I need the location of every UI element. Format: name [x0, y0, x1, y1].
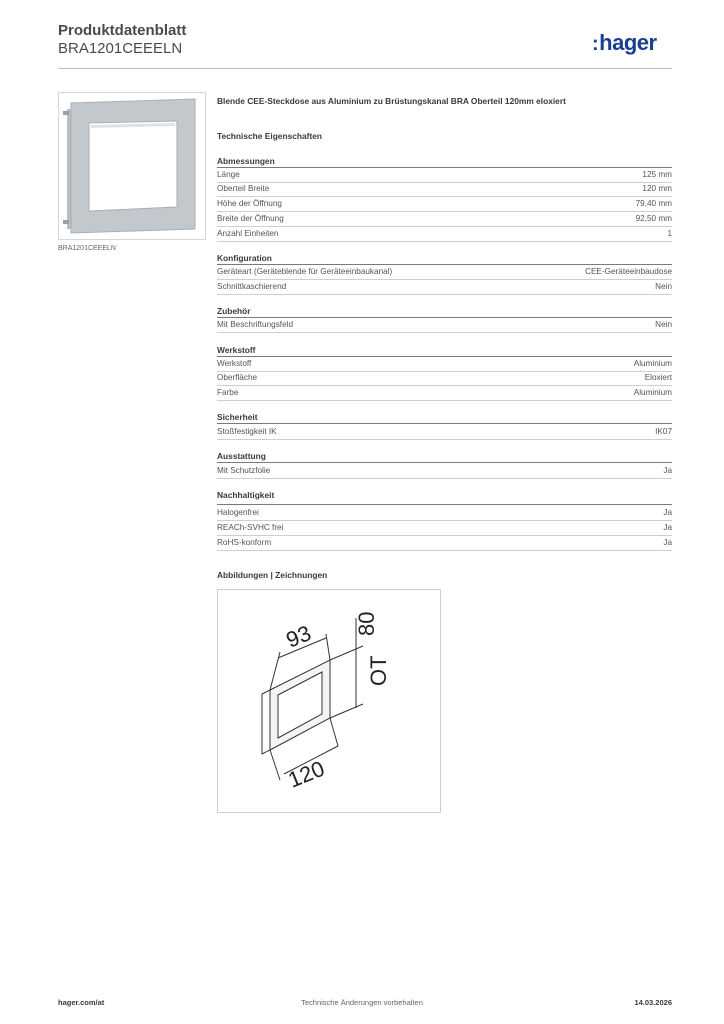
- table-row: [217, 387, 672, 401]
- product-code: BRA1201CEEELN: [58, 40, 183, 57]
- row-label: Mit Beschriftungsfeld: [217, 320, 293, 329]
- table-row: [217, 522, 672, 536]
- row-value: Nein: [655, 320, 672, 329]
- row-value: Ja: [663, 508, 672, 517]
- logo-dots: :: [592, 33, 599, 55]
- table-row: [217, 228, 672, 242]
- section-title-zubehoer: Zubehör: [217, 306, 251, 316]
- row-label: Geräteart (Geräteblende für Geräteeinbaukanal): [217, 267, 393, 276]
- table-row: [217, 358, 672, 372]
- section-title-abmessungen: Abmessungen: [217, 156, 275, 166]
- row-value: 125 mm: [642, 170, 672, 179]
- table-row: [217, 198, 672, 212]
- row-label: Mit Schutzfolie: [217, 466, 271, 475]
- product-description: Blende CEE-Steckdose aus Aluminium zu Brüstungskanal BRA Oberteil 120mm eloxiert: [217, 96, 566, 106]
- row-value: Ja: [663, 538, 672, 547]
- row-value: Ja: [663, 466, 672, 475]
- table-row: [217, 266, 672, 280]
- row-value: Ja: [663, 523, 672, 532]
- footer-date: 14.03.2026: [634, 998, 672, 1007]
- section-divider: [217, 264, 672, 265]
- section-divider: [217, 167, 672, 168]
- row-label: Breite der Öffnung: [217, 214, 284, 223]
- logo-text: hager: [599, 30, 657, 55]
- section-title-nachhaltigkeit: Nachhaltigkeit: [217, 490, 275, 500]
- row-label: Werkstoff: [217, 359, 252, 368]
- section-divider: [217, 423, 672, 424]
- table-row: [217, 319, 672, 333]
- section-title-werkstoff: Werkstoff: [217, 345, 256, 355]
- page-title: Produktdatenblatt: [58, 22, 187, 39]
- table-row: [217, 372, 672, 386]
- row-label: RoHS-konform: [217, 538, 272, 547]
- row-value: 1: [667, 229, 672, 238]
- row-value: Nein: [655, 282, 672, 291]
- table-row: [217, 183, 672, 197]
- row-value: Aluminium: [633, 388, 672, 397]
- row-label: REACh-SVHC frei: [217, 523, 284, 532]
- section-divider: [217, 504, 672, 505]
- row-value: Aluminium: [633, 359, 672, 368]
- drawings-heading: Abbildungen | Zeichnungen: [217, 570, 328, 580]
- section-title-sicherheit: Sicherheit: [217, 412, 258, 422]
- row-value: Eloxiert: [644, 373, 672, 382]
- section-divider: [217, 462, 672, 463]
- row-label: Länge: [217, 170, 240, 179]
- row-label: Schnittkaschierend: [217, 282, 287, 291]
- row-value: 79,40 mm: [635, 199, 672, 208]
- table-row: [217, 213, 672, 227]
- row-label: Stoßfestigkeit IK: [217, 427, 277, 436]
- footer-disclaimer: Technische Änderungen vorbehalten: [301, 998, 423, 1007]
- product-frame-illustration: [59, 93, 205, 239]
- table-row: [217, 507, 672, 521]
- product-image-caption: BRA1201CEEELN: [58, 245, 116, 252]
- row-value: IK07: [655, 427, 672, 436]
- header-divider: [58, 68, 672, 69]
- section-divider: [217, 356, 672, 357]
- row-label: Höhe der Öffnung: [217, 199, 282, 208]
- row-label: Anzahl Einheiten: [217, 229, 279, 238]
- dim-ot-label: OT: [366, 655, 391, 686]
- dimension-drawing: [218, 590, 440, 812]
- row-value: 120 mm: [642, 184, 672, 193]
- row-label: Oberfläche: [217, 373, 258, 382]
- section-divider: [217, 317, 672, 318]
- table-row: [217, 537, 672, 551]
- technical-drawing: [217, 589, 441, 813]
- row-value: 92,50 mm: [635, 214, 672, 223]
- table-row: [217, 426, 672, 440]
- row-label: Oberteil Breite: [217, 184, 270, 193]
- row-label: Farbe: [217, 388, 239, 397]
- dim-height-label: 80: [354, 611, 379, 636]
- section-title-konfiguration: Konfiguration: [217, 253, 272, 263]
- row-value: CEE-Geräteeinbaudose: [585, 267, 672, 276]
- table-row: [217, 169, 672, 183]
- product-image: [58, 92, 206, 240]
- footer-website-link[interactable]: hager.com/at: [58, 998, 105, 1007]
- technical-properties-heading: Technische Eigenschaften: [217, 131, 323, 141]
- table-row: [217, 281, 672, 295]
- dim-width-label: 120: [284, 755, 328, 793]
- section-title-ausstattung: Ausstattung: [217, 451, 266, 461]
- dim-width-opening-label: 93: [282, 620, 315, 653]
- hager-logo[interactable]: [592, 30, 657, 56]
- table-row: [217, 465, 672, 479]
- row-label: Halogenfrei: [217, 508, 259, 517]
